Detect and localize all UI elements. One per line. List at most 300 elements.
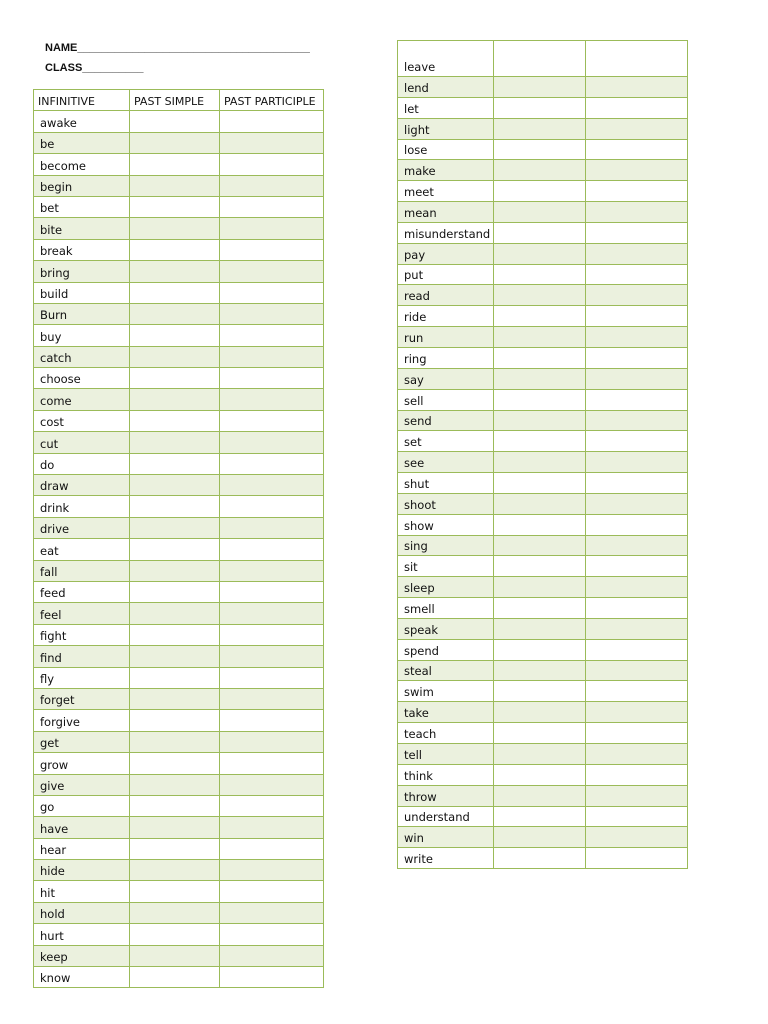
past-simple-answer-cell[interactable] [130,453,220,474]
past-simple-answer-cell[interactable] [494,473,586,494]
past-participle-answer-cell[interactable] [586,535,688,556]
verb-row [34,924,324,945]
past-simple-answer-cell[interactable] [494,848,586,869]
past-participle-answer-cell[interactable] [586,598,688,619]
verb-row [398,577,688,598]
past-simple-answer-cell[interactable] [130,731,220,752]
past-participle-answer-cell[interactable] [220,239,324,260]
verb-row [398,618,688,639]
verb-row [34,218,324,239]
past-participle-answer-cell[interactable] [220,154,324,175]
infinitive-cell: tell [398,744,494,765]
verb-row [34,282,324,303]
infinitive-cell: lend [398,77,494,98]
verb-row [34,667,324,688]
past-participle-answer-cell[interactable] [586,431,688,452]
past-simple-answer-cell[interactable] [130,175,220,196]
verb-row [34,731,324,752]
past-simple-answer-cell[interactable] [494,118,586,139]
infinitive-cell: fall [34,560,130,581]
past-participle-answer-cell[interactable] [220,111,324,132]
infinitive-cell: teach [398,723,494,744]
past-simple-answer-cell[interactable] [494,514,586,535]
verb-row [34,239,324,260]
past-simple-answer-cell[interactable] [494,306,586,327]
past-simple-answer-cell[interactable] [494,97,586,118]
verb-row [34,710,324,731]
verb-row [34,817,324,838]
past-simple-answer-cell[interactable] [494,556,586,577]
past-participle-answer-cell[interactable] [586,785,688,806]
past-simple-answer-cell[interactable] [494,744,586,765]
past-simple-answer-cell[interactable] [494,347,586,368]
past-participle-answer-cell[interactable] [586,452,688,473]
verb-row [398,493,688,514]
past-simple-answer-cell[interactable] [130,603,220,624]
verb-row [398,473,688,494]
past-simple-answer-cell[interactable] [494,202,586,223]
past-participle-answer-cell[interactable] [586,181,688,202]
infinitive-cell: swim [398,681,494,702]
verb-row [34,261,324,282]
past-participle-answer-cell[interactable] [220,838,324,859]
past-simple-answer-cell[interactable] [494,598,586,619]
past-simple-answer-cell[interactable] [494,723,586,744]
past-participle-answer-cell[interactable] [586,347,688,368]
verb-row [398,181,688,202]
past-participle-answer-cell[interactable] [586,243,688,264]
past-participle-answer-cell[interactable] [220,218,324,239]
past-simple-answer-cell[interactable] [130,688,220,709]
verb-row [398,639,688,660]
infinitive-cell: hit [34,881,130,902]
verb-row [34,368,324,389]
infinitive-cell: bring [34,261,130,282]
past-simple-answer-cell[interactable] [130,303,220,324]
infinitive-cell: give [34,774,130,795]
infinitive-cell: shut [398,473,494,494]
infinitive-cell: go [34,795,130,816]
past-participle-answer-cell[interactable] [586,389,688,410]
infinitive-cell: show [398,514,494,535]
past-participle-answer-cell[interactable] [220,646,324,667]
past-participle-answer-cell[interactable] [220,753,324,774]
past-participle-answer-cell[interactable] [220,581,324,602]
past-participle-answer-cell[interactable] [586,493,688,514]
past-participle-answer-cell[interactable] [586,681,688,702]
past-participle-answer-cell[interactable] [220,902,324,923]
past-simple-answer-cell[interactable] [130,346,220,367]
infinitive-cell: leave [398,41,494,77]
past-participle-answer-cell[interactable] [220,517,324,538]
past-simple-answer-cell[interactable] [130,710,220,731]
verb-row [398,848,688,869]
infinitive-cell: read [398,285,494,306]
infinitive-cell: be [34,132,130,153]
verb-row [398,97,688,118]
verb-row [34,881,324,902]
past-simple-answer-cell[interactable] [130,667,220,688]
infinitive-cell: choose [34,368,130,389]
past-participle-answer-cell[interactable] [220,475,324,496]
past-participle-answer-cell[interactable] [220,860,324,881]
past-simple-answer-cell[interactable] [494,327,586,348]
past-simple-answer-cell[interactable] [494,639,586,660]
verb-row [398,327,688,348]
infinitive-cell: smell [398,598,494,619]
past-simple-answer-cell[interactable] [494,785,586,806]
past-participle-answer-cell[interactable] [586,827,688,848]
past-simple-answer-cell[interactable] [130,560,220,581]
infinitive-cell: build [34,282,130,303]
table-header-row [34,90,324,111]
infinitive-cell: eat [34,539,130,560]
verb-row [398,723,688,744]
verb-row [34,111,324,132]
past-simple-answer-cell[interactable] [130,753,220,774]
verb-row [34,303,324,324]
past-participle-answer-cell[interactable] [220,924,324,945]
verb-row [34,496,324,517]
past-participle-answer-cell[interactable] [586,306,688,327]
past-simple-answer-cell[interactable] [130,517,220,538]
infinitive-cell: spend [398,639,494,660]
past-simple-answer-cell[interactable] [494,764,586,785]
verb-row [34,132,324,153]
past-simple-answer-cell[interactable] [494,389,586,410]
past-participle-answer-cell[interactable] [586,723,688,744]
past-participle-answer-cell[interactable] [220,282,324,303]
infinitive-cell: bite [34,218,130,239]
verb-row [34,432,324,453]
verb-row [34,346,324,367]
verb-row [398,535,688,556]
past-simple-answer-cell[interactable] [130,967,220,988]
verb-row [34,688,324,709]
past-simple-answer-cell[interactable] [130,945,220,966]
infinitive-cell: send [398,410,494,431]
past-participle-answer-cell[interactable] [586,118,688,139]
infinitive-cell: set [398,431,494,452]
infinitive-cell: steal [398,660,494,681]
past-simple-answer-cell[interactable] [130,282,220,303]
infinitive-cell: become [34,154,130,175]
past-participle-answer-cell[interactable] [586,202,688,223]
infinitive-cell: come [34,389,130,410]
past-simple-answer-cell[interactable] [130,838,220,859]
past-simple-answer-cell[interactable] [494,577,586,598]
past-participle-answer-cell[interactable] [586,97,688,118]
past-simple-answer-cell[interactable] [494,535,586,556]
verb-row [34,646,324,667]
past-simple-answer-cell[interactable] [130,218,220,239]
past-simple-answer-cell[interactable] [130,774,220,795]
past-participle-answer-cell[interactable] [586,744,688,765]
past-participle-answer-cell[interactable] [586,764,688,785]
infinitive-cell: lose [398,139,494,160]
past-participle-answer-cell[interactable] [220,303,324,324]
past-participle-answer-cell[interactable] [220,967,324,988]
past-participle-answer-cell[interactable] [220,261,324,282]
past-simple-answer-cell[interactable] [130,581,220,602]
past-participle-answer-cell[interactable] [220,196,324,217]
infinitive-cell: grow [34,753,130,774]
infinitive-cell: cost [34,410,130,431]
verb-row [34,517,324,538]
infinitive-cell: get [34,731,130,752]
infinitive-cell: shoot [398,493,494,514]
verb-row [34,902,324,923]
past-simple-answer-cell[interactable] [494,41,586,77]
past-simple-answer-cell[interactable] [130,410,220,431]
past-participle-answer-cell[interactable] [220,410,324,431]
verb-row [398,347,688,368]
past-simple-answer-cell[interactable] [494,77,586,98]
past-simple-answer-cell[interactable] [494,368,586,389]
infinitive-cell: drink [34,496,130,517]
infinitive-cell: forget [34,688,130,709]
infinitive-cell: draw [34,475,130,496]
past-simple-answer-cell[interactable] [130,902,220,923]
verb-row [34,624,324,645]
infinitive-cell: throw [398,785,494,806]
past-participle-answer-cell[interactable] [220,175,324,196]
infinitive-cell: say [398,368,494,389]
past-simple-answer-cell[interactable] [130,860,220,881]
infinitive-cell: have [34,817,130,838]
past-participle-answer-cell[interactable] [586,285,688,306]
past-simple-answer-cell[interactable] [494,139,586,160]
past-simple-answer-cell[interactable] [130,239,220,260]
past-participle-answer-cell[interactable] [220,560,324,581]
infinitive-cell: ride [398,306,494,327]
verb-row [398,368,688,389]
verb-row [34,475,324,496]
verb-row [398,222,688,243]
verb-row [34,154,324,175]
past-participle-answer-cell[interactable] [586,327,688,348]
past-simple-answer-cell[interactable] [130,261,220,282]
verb-row [398,243,688,264]
past-participle-answer-cell[interactable] [586,556,688,577]
verb-row [34,967,324,988]
verb-row [398,660,688,681]
infinitive-cell: break [34,239,130,260]
past-participle-answer-cell[interactable] [586,577,688,598]
verb-table-left [33,89,324,988]
infinitive-cell: hear [34,838,130,859]
verb-row [398,452,688,473]
infinitive-cell: forgive [34,710,130,731]
verb-row [398,202,688,223]
past-participle-answer-cell[interactable] [220,624,324,645]
past-simple-answer-cell[interactable] [130,624,220,645]
past-participle-answer-cell[interactable] [220,325,324,346]
past-participle-answer-cell[interactable] [220,667,324,688]
past-simple-answer-cell[interactable] [494,452,586,473]
column-header-infinitive: INFINITIVE [34,90,130,111]
past-participle-answer-cell[interactable] [586,702,688,723]
past-simple-answer-cell[interactable] [130,389,220,410]
past-participle-answer-cell[interactable] [220,539,324,560]
infinitive-cell: mean [398,202,494,223]
past-simple-answer-cell[interactable] [494,681,586,702]
verb-row [34,389,324,410]
infinitive-cell: see [398,452,494,473]
verb-row [398,827,688,848]
past-participle-answer-cell[interactable] [220,945,324,966]
past-simple-answer-cell[interactable] [130,154,220,175]
infinitive-cell: sell [398,389,494,410]
past-participle-answer-cell[interactable] [586,473,688,494]
past-simple-answer-cell[interactable] [494,618,586,639]
verb-row [398,744,688,765]
infinitive-cell: pay [398,243,494,264]
infinitive-cell: hold [34,902,130,923]
past-participle-answer-cell[interactable] [586,41,688,77]
past-participle-answer-cell[interactable] [220,817,324,838]
infinitive-cell: think [398,764,494,785]
past-simple-answer-cell[interactable] [494,660,586,681]
verb-row [398,556,688,577]
infinitive-cell: know [34,967,130,988]
column-header-past-simple: PAST SIMPLE [130,90,220,111]
past-participle-answer-cell[interactable] [586,410,688,431]
verb-row [34,774,324,795]
past-simple-answer-cell[interactable] [130,368,220,389]
past-participle-answer-cell[interactable] [586,139,688,160]
verb-row [34,603,324,624]
past-participle-answer-cell[interactable] [220,389,324,410]
verb-row [34,560,324,581]
past-simple-answer-cell[interactable] [494,410,586,431]
verb-row [398,764,688,785]
infinitive-cell: ring [398,347,494,368]
past-participle-answer-cell[interactable] [220,453,324,474]
verb-row [34,581,324,602]
verb-row [398,285,688,306]
past-participle-answer-cell[interactable] [586,77,688,98]
past-participle-answer-cell[interactable] [220,731,324,752]
past-participle-answer-cell[interactable] [586,264,688,285]
past-participle-answer-cell[interactable] [586,618,688,639]
past-simple-answer-cell[interactable] [130,539,220,560]
past-simple-answer-cell[interactable] [494,431,586,452]
past-simple-answer-cell[interactable] [494,181,586,202]
past-simple-answer-cell[interactable] [130,111,220,132]
verb-row [34,539,324,560]
past-simple-answer-cell[interactable] [130,432,220,453]
infinitive-cell: sleep [398,577,494,598]
infinitive-cell: run [398,327,494,348]
past-simple-answer-cell[interactable] [130,325,220,346]
past-participle-answer-cell[interactable] [220,496,324,517]
verb-row [398,118,688,139]
verb-row [34,795,324,816]
past-participle-answer-cell[interactable] [220,881,324,902]
past-participle-answer-cell[interactable] [586,514,688,535]
past-simple-answer-cell[interactable] [494,806,586,827]
infinitive-cell: take [398,702,494,723]
past-simple-answer-cell[interactable] [494,702,586,723]
verb-row [34,410,324,431]
past-participle-answer-cell[interactable] [586,160,688,181]
infinitive-cell: keep [34,945,130,966]
infinitive-cell: Burn [34,303,130,324]
infinitive-cell: do [34,453,130,474]
infinitive-cell: hurt [34,924,130,945]
past-participle-answer-cell[interactable] [220,710,324,731]
class-field-line: CLASS__________ [45,62,144,74]
past-participle-answer-cell[interactable] [220,688,324,709]
past-simple-answer-cell[interactable] [130,496,220,517]
verb-row [398,806,688,827]
past-participle-answer-cell[interactable] [586,660,688,681]
verb-row [398,785,688,806]
infinitive-cell: meet [398,181,494,202]
past-participle-answer-cell[interactable] [220,603,324,624]
verb-row [398,77,688,98]
past-participle-answer-cell[interactable] [220,132,324,153]
verb-row [34,196,324,217]
past-simple-answer-cell[interactable] [130,132,220,153]
past-participle-answer-cell[interactable] [586,848,688,869]
verb-row [398,160,688,181]
past-participle-answer-cell[interactable] [220,795,324,816]
past-simple-answer-cell[interactable] [494,222,586,243]
verb-row [398,389,688,410]
past-participle-answer-cell[interactable] [220,432,324,453]
past-simple-answer-cell[interactable] [130,475,220,496]
past-simple-answer-cell[interactable] [494,264,586,285]
infinitive-cell: speak [398,618,494,639]
past-simple-answer-cell[interactable] [494,493,586,514]
past-simple-answer-cell[interactable] [494,160,586,181]
verb-row [398,306,688,327]
past-simple-answer-cell[interactable] [494,827,586,848]
past-participle-answer-cell[interactable] [586,368,688,389]
past-participle-answer-cell[interactable] [586,222,688,243]
past-participle-answer-cell[interactable] [586,639,688,660]
past-simple-answer-cell[interactable] [130,924,220,945]
past-simple-answer-cell[interactable] [130,817,220,838]
verb-row [34,175,324,196]
infinitive-cell: drive [34,517,130,538]
past-participle-answer-cell[interactable] [220,368,324,389]
infinitive-cell: find [34,646,130,667]
verb-row [398,410,688,431]
past-simple-answer-cell[interactable] [130,646,220,667]
past-participle-answer-cell[interactable] [220,774,324,795]
infinitive-cell: fly [34,667,130,688]
verb-row [34,325,324,346]
infinitive-cell: awake [34,111,130,132]
infinitive-cell: bet [34,196,130,217]
past-simple-answer-cell[interactable] [494,243,586,264]
infinitive-cell: understand [398,806,494,827]
past-simple-answer-cell[interactable] [130,196,220,217]
past-participle-answer-cell[interactable] [220,346,324,367]
verb-row [398,264,688,285]
verb-row [34,753,324,774]
past-participle-answer-cell[interactable] [586,806,688,827]
infinitive-cell: feel [34,603,130,624]
past-simple-answer-cell[interactable] [494,285,586,306]
infinitive-cell: sing [398,535,494,556]
past-simple-answer-cell[interactable] [130,795,220,816]
past-simple-answer-cell[interactable] [130,881,220,902]
verb-row [398,702,688,723]
